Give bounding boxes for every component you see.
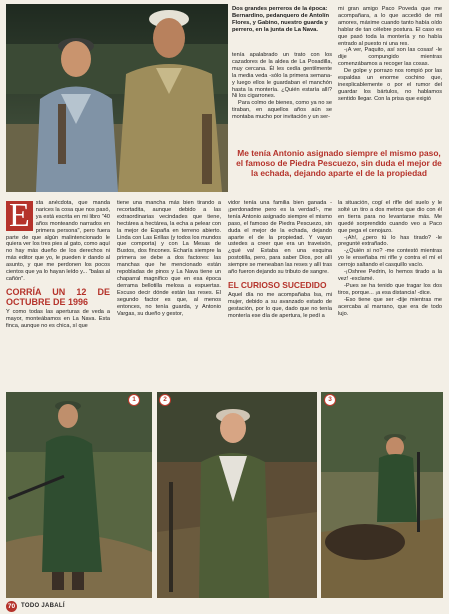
paragraph: tiene una mancha más bien tirando a recortadita, aunque debido a las extraordinarias vecindades que tiene, hectárea a hectárea, la echa a pelear con la mejor de España en terreno abierto. Linda con Las Erillas (y todos los mundos que comporta) y con La Mesas de Bustos, dos fincones. Echaría siempre la primera se debe a dos factores: las manchas que he mencionado están repobladas de pinos y La Nava tiene un chaparral magnífico que en esa época derrama bellotilla melosa a espuertas. Excuso decir dónde están las reses. El segundo factor es que, al menos entonces, no tenía guarda, y Antonio Vargas, su dueño y gestor, <box>117 200 221 317</box>
photo-woman-hunter <box>157 392 317 598</box>
paragraph: vidor tenía una familia bien ganada -¡perdonadme pero es la verdad!-, me tenía Antonio asignado siempre el mismo paso, el famoso de Piedra Pescuezo, sin duda el mejor de la echada, dejando aparte el de la propiedad. Y vayan ustedes a creer que era un traveisón, ¿qué va! Estaba en una esquina postotilla, pero, para saber Dios, por allí siempre se meneaban las reses y allí tras año fueron dejando su tributo de sangre. <box>228 200 332 276</box>
photo-number-badge: 1 <box>128 394 140 406</box>
photo-caption: Dos grandes perreros de la época: Bernardino, pedanquero de Antolín Flores, y Gabino, nuestro guarda y perrero, en la junta de La Nava. <box>232 6 330 33</box>
photo-hunter-with-boar <box>321 392 443 598</box>
paragraph: E sta anécdota, que manda narices la cosa que nos pasó, ya está escrita en mi libro "40 años monteando narrados en primera persona", pero fuera parte de que algún malintencionado le quiera ver los tres pies al gato, como aquí no hay más dueño de los derechos ni más editor que yo, le pueden ir dando al asunto, y que me perdonen los pocos cientos que ya lo hayan leído y... "balas al cañón". <box>6 197 110 282</box>
photo-number-badge: 3 <box>324 394 336 406</box>
column-1 <box>6 197 110 330</box>
paragraph: -Eso tiene que ser -dije mientras me acercaba al marrano, que era de todo lujo. <box>338 296 442 317</box>
page-number: 70 <box>7 602 16 610</box>
column-4 <box>338 200 442 317</box>
paragraph: tenía apalabrado un trato con los cazadores de la aldea de La Posadilla, muy cercana. Él les cedía gentilmente la media veda -sólo la primera semana- y luego ellos le guardaban el manchón hasta la montería. ¿Quién estaría allí? Ni los cigarrones. <box>232 52 332 100</box>
subheading: CORRÍA UN 12 DE OCTUBRE DE 1996 <box>6 286 110 307</box>
paragraph: Para colmo de bienes, como ya no se tiraban, en aquellos años aún se montaba mucho por invitación y un ser- <box>232 100 332 121</box>
photo-hunter-with-rifle <box>6 392 152 598</box>
paragraph: -¡Ah!, ¿pero tú lo has tirado? -le pregunté extrañado. <box>338 234 442 248</box>
column-2 <box>117 200 221 317</box>
drop-cap: E <box>6 201 33 231</box>
paragraph: Y como todas las aperturas de veda a mayor, monteábamos en La Nava. Esta finca, aunque no es chica, sí que <box>6 308 110 329</box>
pull-quote: Me tenía Antonio asignado siempre el mismo paso, el famoso de Piedra Pescuezo, sin duda el mejor de la echada, dejando aparte el de la propiedad <box>236 148 442 179</box>
paragraph: la situación, cogí el rifle del suelo y le solté un tiro a dos metros que dio con él en tierra para no levantarse más. Me quedé sorprendido cuando veo a Paco que pega el cenojazo. <box>338 200 442 234</box>
photo-number-badge: 2 <box>159 394 171 406</box>
paragraph: -Pues se ha tenido que tragar los dos tiros, porque... ¡a esa distancia! -dice. <box>338 282 442 296</box>
subheading: EL CURIOSO SUCEDIDO <box>228 279 327 290</box>
photo-two-hunters <box>6 4 228 192</box>
column-3 <box>228 200 332 320</box>
paragraph: Aquel día no me acompañaba Isa, mi mujer, debido a su avanzado estado de gestación, por lo que, dado que no tenía montería ese día de apertura, le pedí a <box>228 291 332 319</box>
magazine-name: TODO JABALÍ <box>21 603 65 609</box>
paragraph: De golpe y porrazo nos rompió por las espaldas un enorme cochino que, inexplicablemente o por el rumor del guardar los bártulos, no hablamos sentido llegar. Con la prisa que exigió <box>338 68 442 102</box>
column-right-top <box>338 6 442 103</box>
column-middle-top <box>232 52 332 121</box>
paragraph: -¿Quién si no? -me contestó mientras yo le enseñaba mi rifle y contra el mí el cerrojo saltando el casquillo vacío. <box>338 248 442 269</box>
paragraph: mi gran amigo Paco Poveda que me acompañara, a lo que accedió de mil amores, máxime cuando tanto había oído hablar de tan célebre postura. El caso es que pasó toda la montería y no había entrado al puesto ni una res. <box>338 6 442 47</box>
footer <box>6 601 65 611</box>
paragraph: -¡A ver, Paquito, así son las cosas! -le dije compungido mientras comenzábamos a recoger las cosas. <box>338 47 442 68</box>
paragraph: -¡Oshree Pedrin, lo hemos tirado a la vez! -exclamé. <box>338 269 442 282</box>
